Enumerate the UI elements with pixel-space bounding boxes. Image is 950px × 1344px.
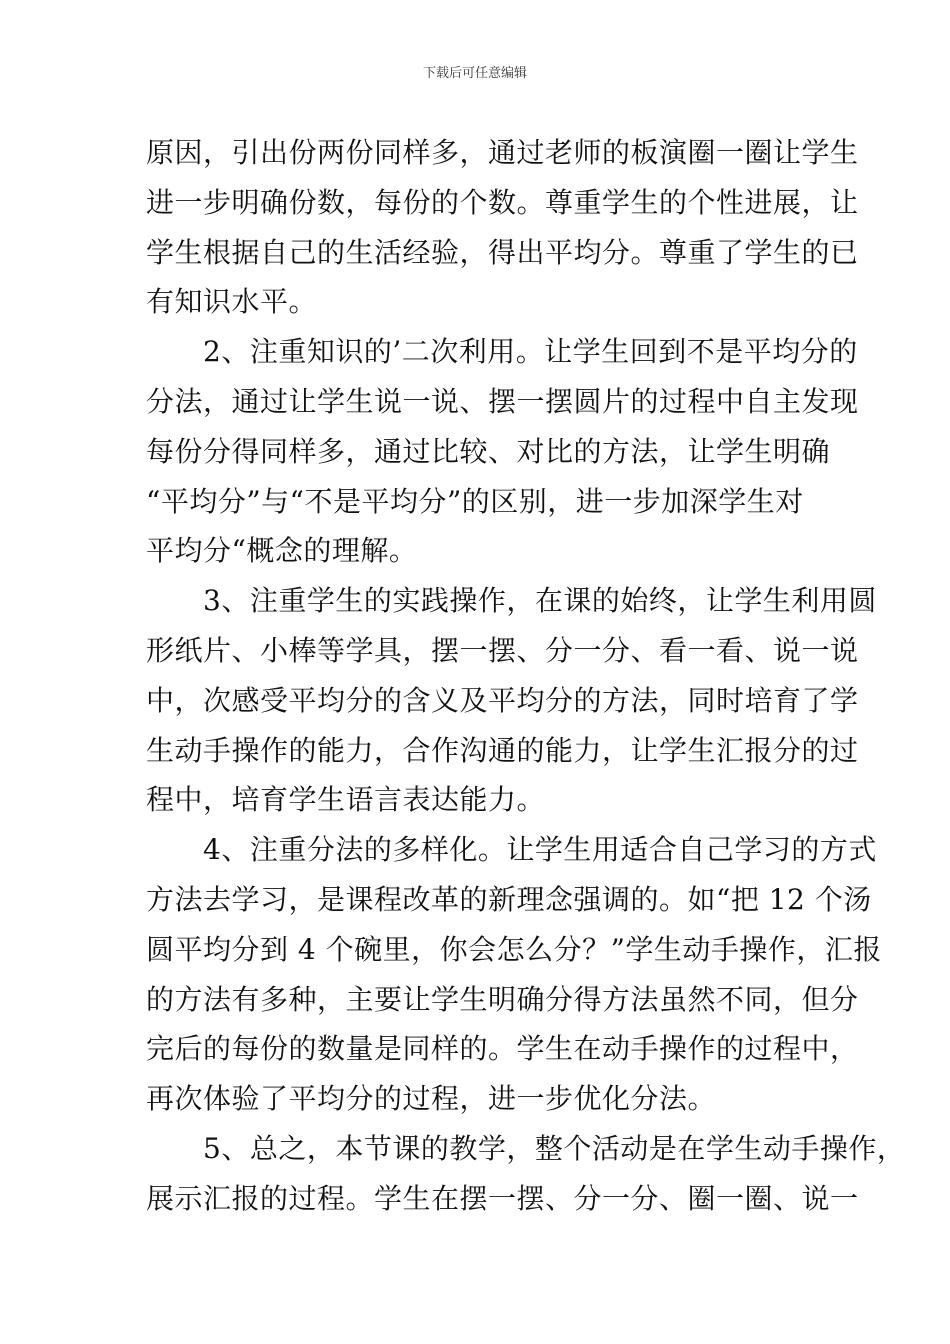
paragraph xyxy=(146,576,877,825)
document-body xyxy=(146,128,906,1224)
text-line: 有知识水平。 xyxy=(146,285,318,319)
text-line: 分法，通过让学生说一说、摆一摆圆片的过程中自主发现 xyxy=(146,384,859,418)
text-line: 再次体验了平均分的过程，进一步优化分法。 xyxy=(146,1082,717,1116)
text-line: “平均分”与“不是平均分”的区别，进一步加深学生对 xyxy=(146,484,804,518)
text-line: 中，次感受平均分的含义及平均分的方法，同时培育了学 xyxy=(146,683,859,717)
text-line: 进一步明确份数，每份的个数。尊重学生的个性进展，让 xyxy=(146,185,859,219)
text-line: 的方法有多种，主要让学生明确分得方法虽然不同，但分 xyxy=(146,982,859,1016)
text-line: 3、注重学生的实践操作，在课的始终，让学生利用圆 xyxy=(146,584,877,618)
text-line: 学生根据自己的生活经验，得出平均分。尊重了学生的已 xyxy=(146,235,859,269)
text-line: 圆平均分到 4 个碗里，你会怎么分？”学生动手操作，汇报 xyxy=(146,932,882,966)
text-line: 原因，引出份两份同样多，通过老师的板演圈一圈让学生 xyxy=(146,136,859,169)
text-line: 平均分“概念的理解。 xyxy=(146,534,418,568)
text-line: 完后的每份的数量是同样的。学生在动手操作的过程中， xyxy=(146,1032,859,1066)
text-line: 形纸片、小棒等学具，摆一摆、分一分、看一看、说一说 xyxy=(146,633,859,667)
text-line: 程中，培育学生语言表达能力。 xyxy=(146,783,546,817)
text-line: 每份分得同样多，通过比较、对比的方法，让学生明确 xyxy=(146,434,831,468)
page-header: 下载后可任意编辑 xyxy=(422,66,527,81)
text-line: 4、注重分法的多样化。让学生用适合自己学习的方式 xyxy=(146,833,877,867)
text-line: 方法去学习，是课程改革的新理念强调的。如“把 12 个汤 xyxy=(146,882,872,916)
paragraph xyxy=(146,825,882,1124)
text-line: 5、总之，本节课的教学，整个活动是在学生动手操作， xyxy=(146,1131,906,1165)
text-line: 展示汇报的过程。学生在摆一摆、分一分、圈一圈、说一 xyxy=(146,1181,859,1215)
paragraph xyxy=(146,327,859,576)
text-line: 生动手操作的能力，合作沟通的能力，让学生汇报分的过 xyxy=(146,733,859,767)
text-line: 2、注重知识的’二次利用。让学生回到不是平均分的 xyxy=(146,335,858,369)
paragraph xyxy=(146,1124,906,1224)
paragraph xyxy=(146,128,859,327)
